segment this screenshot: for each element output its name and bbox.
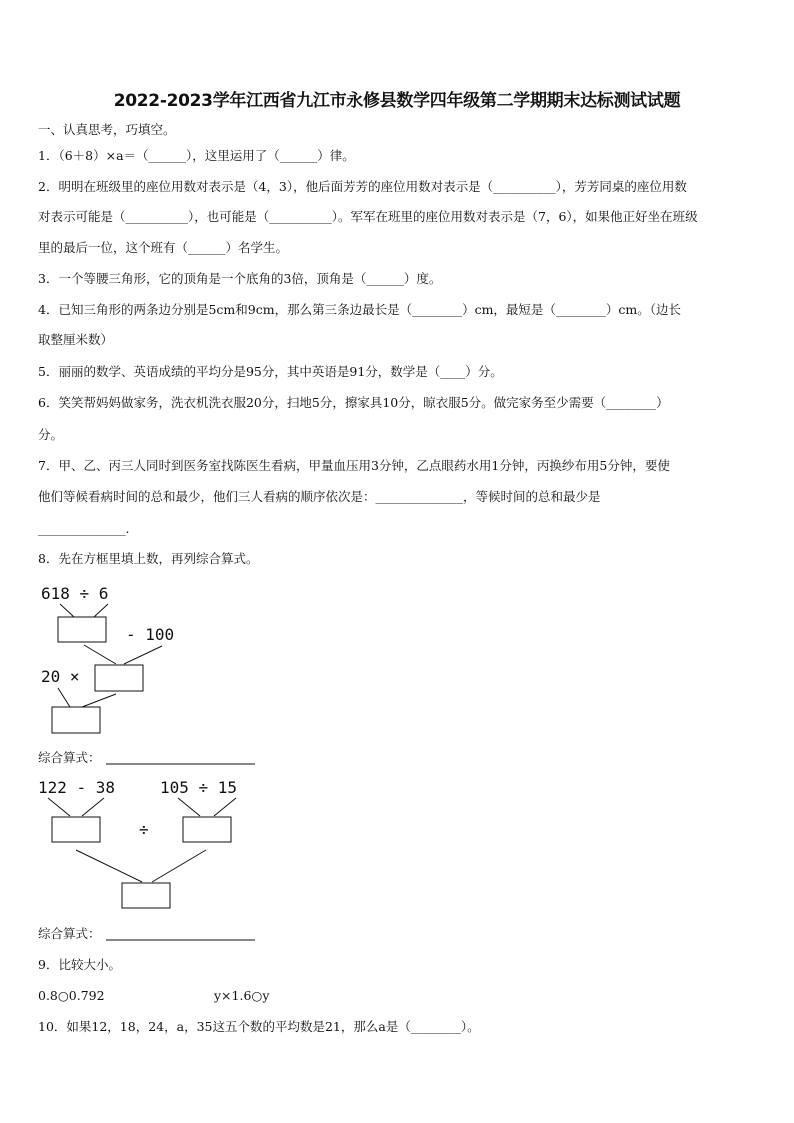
question-5: 5．丽丽的数学、英语成绩的平均分是95分，其中英语是91分，数学是（____）分。 xyxy=(38,364,503,379)
expr-minus-100: - 100 xyxy=(126,625,175,644)
connector xyxy=(82,798,104,816)
expr-122-minus-38: 122 - 38 xyxy=(38,778,116,797)
question-6-line-2: 分。 xyxy=(38,427,64,442)
question-7-line-1: 7．甲、乙、丙三人同时到医务室找陈医生看病，甲量血压用3分钟，乙点眼药水用1分钟，丙换纱布用5分钟，要使 xyxy=(38,458,670,473)
answer-box[interactable] xyxy=(122,883,170,908)
answer-box[interactable] xyxy=(52,817,100,842)
compare-item-a: 0.8○0.792 xyxy=(38,988,105,1003)
question-7-line-2: 他们等候看病时间的总和最少，他们三人看病的顺序依次是：______________，等候时间的总和最少是 xyxy=(38,489,601,504)
expr-618-div-6: 618 ÷ 6 xyxy=(41,584,109,603)
question-10: 10．如果12，18，24，a，35这五个数的平均数是21，那么a是（________）。 xyxy=(38,1019,480,1034)
answer-box[interactable] xyxy=(183,817,231,842)
expr-105-div-15: 105 ÷ 15 xyxy=(160,778,238,797)
expr-20-times: 20 × xyxy=(41,667,80,686)
connector xyxy=(124,646,162,664)
combined-formula-label: 综合算式： xyxy=(38,926,101,941)
answer-box[interactable] xyxy=(58,617,106,642)
question-3: 3．一个等腰三角形，它的顶角是一个底角的3倍，顶角是（______）度。 xyxy=(38,271,442,286)
question-2-line-1: 2．明明在班级里的座位用数对表示是（4，3），他后面芳芳的座位用数对表示是（__________），芳芳同桌的座位用数 xyxy=(38,179,687,194)
question-2-line-2: 对表示可能是（__________），也可能是（__________）。军军在班里的座位用数对表示是（7，6），如果他正好坐在班级 xyxy=(38,209,698,224)
question-6-line-1: 6．笑笑帮妈妈做家务，洗衣机洗衣服20分，扫地5分，擦家具10分，晾衣服5分。做完家务至少需要（________） xyxy=(38,395,669,410)
page-title: 2022-2023学年江西省九江市永修县数学四年级第二学期期末达标测试试题 xyxy=(113,91,681,111)
divide-operator: ÷ xyxy=(139,820,149,839)
connector xyxy=(178,798,200,816)
answer-box[interactable] xyxy=(95,665,143,691)
connector xyxy=(152,850,206,882)
connector xyxy=(94,604,108,617)
question-7-line-3: ______________. xyxy=(38,521,130,536)
connector xyxy=(58,688,70,707)
section-heading: 一、认真思考，巧填空。 xyxy=(38,122,176,137)
question-2-line-3: 里的最后一位，这个班有（______）名学生。 xyxy=(38,240,289,255)
connector xyxy=(48,798,70,816)
question-4-line-2: 取整厘米数） xyxy=(38,332,114,347)
connector xyxy=(84,645,116,664)
connector xyxy=(214,798,236,816)
question-9: 9．比较大小。 xyxy=(38,957,121,972)
connector xyxy=(76,850,142,882)
compare-item-b: y×1.6○y xyxy=(214,988,270,1003)
question-1: 1．（6＋8）×a＝（______），这里运用了（______）律。 xyxy=(38,148,355,163)
answer-box[interactable] xyxy=(52,707,100,733)
connector xyxy=(82,694,116,707)
combined-formula-label: 综合算式： xyxy=(38,750,101,765)
connector xyxy=(60,604,74,617)
question-4-line-1: 4．已知三角形的两条边分别是5cm和9cm，那么第三条边最长是（________）cm，最短是（________）cm。（边长 xyxy=(38,302,682,317)
question-8: 8．先在方框里填上数，再列综合算式。 xyxy=(38,551,259,566)
